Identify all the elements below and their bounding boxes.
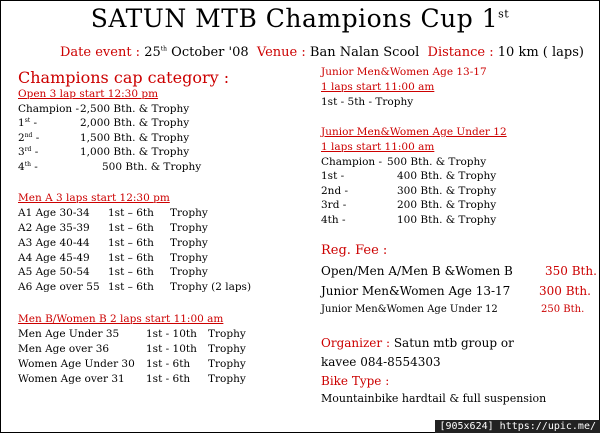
bike-type-label: Bike Type : (321, 374, 390, 388)
event-info-line: Date event : 25th October '08 Venue : Ban Nalan Scool Distance : 10 km ( laps) (60, 45, 584, 60)
open-section-header: Open 3 lap start 12:30 pm (18, 88, 159, 100)
bike-type-value: Mountainbike hardtail & full suspension (321, 392, 547, 405)
junior1-title: Junior Men&Women Age 13-17 (321, 66, 487, 78)
men-a-row: A1 Age 30-34 1st – 6th Trophy (18, 207, 208, 219)
men-b-row: Women Age Under 30 1st - 6th Trophy (18, 358, 246, 370)
watermark-tag: [905x624] https://upic.me/ (435, 420, 600, 433)
open-row: Champion -2,500 Bth. & Trophy (18, 103, 190, 115)
reg-fee-heading: Reg. Fee : (321, 243, 388, 258)
junior1-laps: 1 laps start 11:00 am (321, 81, 435, 93)
junior2-laps: 1 laps start 11:00 am (321, 141, 435, 153)
junior2-title: Junior Men&Women Age Under 12 (321, 126, 507, 138)
organizer-contact: kavee 084-8554303 (321, 355, 441, 369)
men-a-section-header: Men A 3 laps start 12:30 pm (18, 192, 170, 204)
organizer-line: Organizer : Satun mtb group or (321, 336, 514, 350)
champions-category-heading: Champions cap category : (18, 68, 230, 87)
men-a-row: A2 Age 35-39 1st – 6th Trophy (18, 222, 208, 234)
men-b-section-header: Men B/Women B 2 laps start 11:00 am (18, 313, 224, 325)
fee-row: Open/Men A/Men B &Women B 350 Bth. (321, 264, 597, 278)
junior2-row: Champion - 500 Bth. & Trophy (321, 156, 487, 168)
fee-row: Junior Men&Women Age 13-17 300 Bth. (321, 284, 591, 298)
men-b-row: Men Age Under 35 1st - 10th Trophy (18, 328, 246, 340)
men-b-row: Women Age over 31 1st - 6th Trophy (18, 373, 246, 385)
junior2-row: 4th - 100 Bth. & Trophy (321, 214, 497, 226)
fee-row: Junior Men&Women Age Under 12 250 Bth. (321, 304, 585, 315)
men-a-row: A3 Age 40-44 1st – 6th Trophy (18, 237, 208, 249)
open-row: 3rd - 1,000 Bth. & Trophy (18, 145, 190, 158)
men-a-row: A6 Age over 55 1st – 6th Trophy (2 laps) (18, 281, 252, 293)
junior2-row: 1st - 400 Bth. & Trophy (321, 170, 497, 182)
junior1-row: 1st - 5th - Trophy (321, 96, 414, 108)
page-title: SATUN MTB Champions Cup 1st (90, 4, 510, 33)
men-a-row: A4 Age 45-49 1st – 6th Trophy (18, 252, 208, 264)
open-row: 4th - 500 Bth. & Trophy (18, 160, 202, 173)
junior2-row: 2nd - 300 Bth. & Trophy (321, 185, 497, 197)
open-row: 2nd - 1,500 Bth. & Trophy (18, 131, 190, 144)
men-b-row: Men Age over 36 1st - 10th Trophy (18, 343, 246, 355)
open-row: 1st - 2,000 Bth. & Trophy (18, 116, 190, 129)
men-a-row: A5 Age 50-54 1st – 6th Trophy (18, 266, 208, 278)
junior2-row: 3rd - 200 Bth. & Trophy (321, 199, 497, 211)
